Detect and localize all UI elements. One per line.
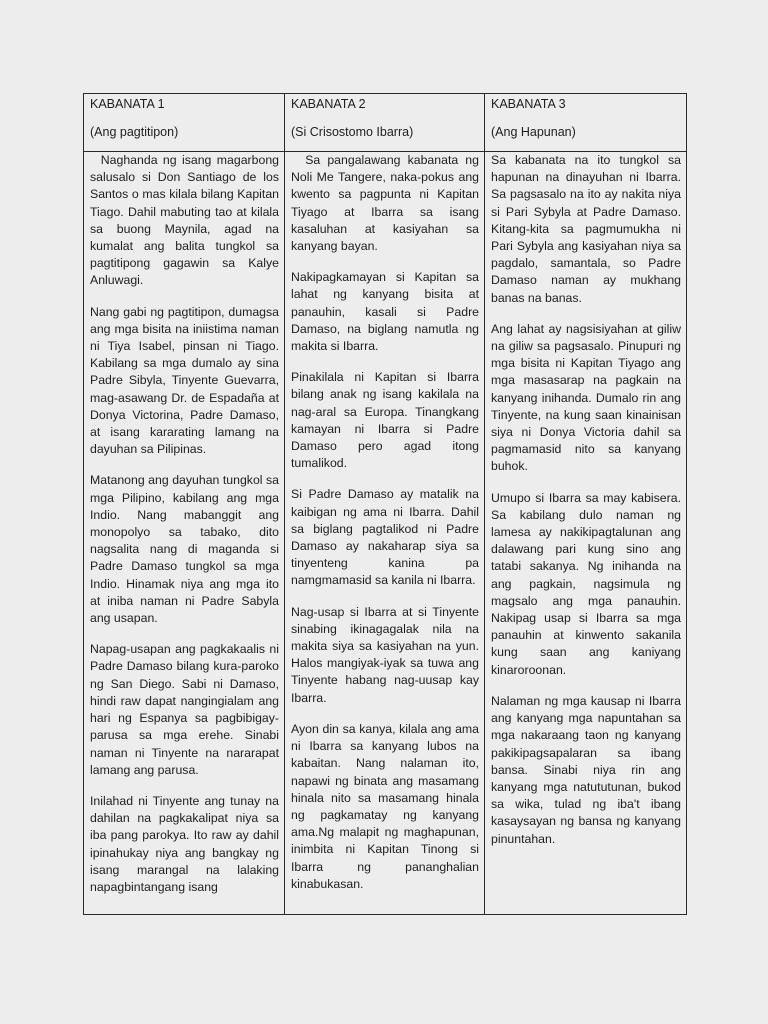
chapter-3-paragraph: Sa kabanata na ito tungkol sa hapunan na dinayuhan ni Ibarra. Sa pagsasalo na ito ay nakita niya si Pari Sybyla at Padre Damaso. Kitang-kita sa pagmumukha ni Pari Sybyla ang kasiyahan niya sa pagdalo, samantala, so Padre Damaso naman ay mukhang banas na banas.	[491, 153, 681, 305]
chapter-2-summary-cell	[285, 152, 485, 915]
chapter-2-paragraph: Nag-usap si Ibarra at si Tinyente sinabing ikinagagalak nila na makita siya sa kasiyahan na yun. Halos mangiyak-iyak sa tuwa ang Tinyente habang nag-uusap kay Ibarra.	[291, 604, 479, 705]
table-body-row	[84, 152, 687, 915]
chapter-1-paragraph: Naghanda ng isang magarbong salusalo si Don Santiago de los Santos o mas kilala bilang Kapitan Tiago. Dahil mabuting tao at kilala sa buong Maynila, agad na kumalat ang balita tungkol sa pagtitipong gagawin sa Kalye Anluwagi.	[90, 153, 279, 288]
chapter-3-header	[485, 94, 687, 152]
chapter-1-paragraph: Nang gabi ng pagtitipon, dumagsa ang mga bisita na iniistima naman ni Tiya Isabel, pinsan ni Tiago. Kabilang sa mga dumalo ay sina Padre Sibyla, Tinyente Guevarra, mag-asawang Dr. de Espadaña at Donya Victorina, Padre Damaso, at isang kararating lamang na dayuhan sa Pilipinas.	[90, 304, 279, 457]
chapter-1-header	[84, 94, 285, 152]
chapter-2-header	[285, 94, 485, 152]
chapter-summary-table	[83, 93, 687, 915]
chapter-1-paragraph: Matanong ang dayuhan tungkol sa mga Pilipino, kabilang ang mga Indio. Nang mabanggit ang monopolyo sa tabako, dito nagsalita nang di maganda si Padre Damaso tungkol sa mga Indio. Hinamak niya ang mga ito at iniba naman ni Padre Sabyla ang usapan.	[90, 473, 279, 626]
chapter-3-paragraph: Umupo si Ibarra sa may kabisera. Sa kabilang dulo naman ng lamesa ay nakikipagtalunan ang dalawang pari kung sino ang tatabi sakanya. Ng inihanda na ang pagkain, nagsimula ng magsalo ang mga panauhin. Nakipag usap si Ibarra sa mga panauhin at kinwento sakanila kung saan ang kaniyang kinaroroonan.	[491, 490, 681, 677]
chapter-2-paragraph: Sa pangalawang kabanata ng Noli Me Tangere, naka-pokus ang kwento sa pagpunta ni Kapitan Tiyago at Ibarra sa isang kasaluhan at kasiyahan sa kanyang bayan.	[291, 153, 479, 254]
chapter-3-subtitle: (Ang Hapunan)	[491, 125, 576, 139]
chapter-1-paragraph: Inilahad ni Tinyente ang tunay na dahilan na pagkakalipat niya sa iba pang parokya. Ito raw ay dahil ipinahukay niya ang bangkay ng isang marangal na lalaking napagbintangang isang	[90, 793, 279, 894]
chapter-2-paragraph: Nakipagkamayan si Kapitan sa lahat ng kanyang bisita at panauhin, kasali si Padre Damaso, na biglang namutla ng makita si Ibarra.	[291, 270, 479, 354]
chapter-2-paragraph: Pinakilala ni Kapitan si Ibarra bilang anak ng isang kakilala na nag-aral sa Europa. Tinangkang kamayan ni Ibarra si Padre Damaso pero agad itong tumalikod.	[291, 370, 479, 471]
table-header-row	[84, 94, 687, 152]
chapter-1-paragraph: Napag-usapan ang pagkakaalis ni Padre Damaso bilang kura-paroko ng San Diego. Sabi ni Damaso, hindi raw dapat nangingialam ang hari ng Espanya sa pagbibigay-parusa sa mga erehe. Sinabi naman ni Tinyente na nararapat lamang ang parusa.	[90, 642, 279, 777]
chapter-1-summary-cell	[84, 152, 285, 915]
chapter-1-title: KABANATA 1	[90, 97, 165, 111]
chapter-2-paragraph: Ayon din sa kanya, kilala ang ama ni Ibarra sa kanyang lubos na kabaitan. Nang nalaman ito, napawi ng binata ang masamang hinala nito sa masamang hinala ng pagkamatay ng kanyang ama.Ng malapit ng maghapunan, inimbita ni Kapitan Tinong si Ibarra ng pananghalian kinabukasan.	[291, 721, 479, 891]
chapter-2-subtitle: (Si Crisostomo Ibarra)	[291, 125, 414, 139]
chapter-3-summary-cell	[485, 152, 687, 915]
chapter-1-subtitle: (Ang pagtitipon)	[90, 125, 179, 139]
chapter-2-title: KABANATA 2	[291, 97, 366, 111]
chapter-2-paragraph: Si Padre Damaso ay matalik na kaibigan ng ama ni Ibarra. Dahil sa biglang pagtalikod ni Padre Damaso ay nakaharap siya sa tinyenteng kanina pa namgmamasid sa kanila ni Ibarra.	[291, 487, 479, 588]
chapter-3-paragraph: Nalaman ng mga kausap ni Ibarra ang kanyang mga napuntahan sa mga nakaraang taon ng kanyang pakikipagsapalaran sa ibang bansa. Sinabi niya rin ang kanyang mga natututunan, bukod sa wika, tulad ng iba't ibang kasaysayan ng bansa ng kanyang pinuntahan.	[491, 693, 681, 846]
chapter-3-paragraph: Ang lahat ay nagsisiyahan at giliw na giliw sa pagsasalo. Pinupuri ng mga bisita ni Kapitan Tiyago ang mga masasarap na pagkain na kanyang inihanda. Dumalo rin ang Tinyente, na kung saan kinainisan siya ni Donya Victoria dahil sa pagmamasid nito sa kanyang buhok.	[491, 321, 681, 474]
chapter-3-title: KABANATA 3	[491, 97, 566, 111]
